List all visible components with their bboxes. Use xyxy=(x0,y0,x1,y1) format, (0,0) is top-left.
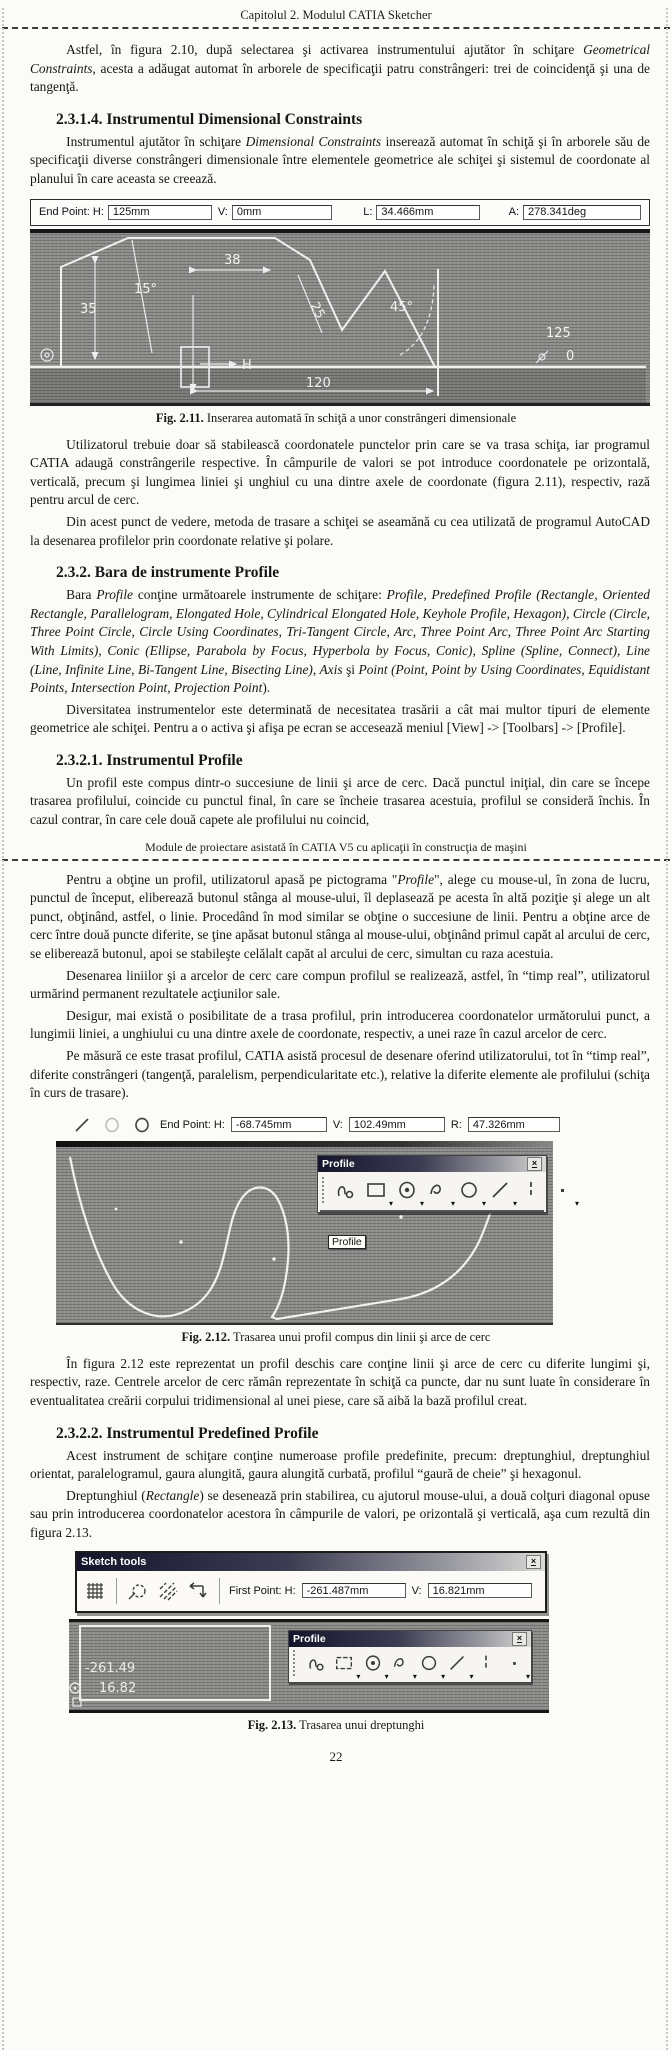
section-title-2321: 2.3.2.1. Instrumentul Profile xyxy=(56,751,243,769)
chevron-down-icon[interactable]: ▾ xyxy=(512,1198,517,1208)
paragraph-constraints-realtime: Pe măsură ce este trasat profilul, CATIA asistă procesul de desenare oferind utilizatorului, tot în “timp real”, diferite constrângeri (tangenţă, paralelism, perpendicularitate etc.), relative la diferite elemente ale profilului (schiţa în curs de trasare). xyxy=(30,1048,650,1101)
paragraph-obtain-profile: Pentru a obţine un profil, utilizatorul apasă pe pictograma "Profile", alege cu mouse-ul, în zona de lucru, punctul de început, eliberează butonul stânga al mouse-ului, îl deplasează pe acesta în altă poziţie şi alege un alt punct, obţinând, astfel, o linie. Procedând în mod similar se obţine o succesiune de linii. Pentru a obţine arce de cerc între două puncte diferite, se ţine apăsat butonul stânga al mouse-ului, obţinând primul capăt al arcului de cerc, se eliberează butonul, apoi se stabileşte celălalt capăt al arcului de cerc, simultan cu raza acestuia. xyxy=(30,871,650,962)
figure-2-13-caption xyxy=(0,1718,672,1733)
toolbar-grip[interactable] xyxy=(322,1177,324,1203)
profile-toolbar-titlebar[interactable] xyxy=(318,1156,546,1172)
construction-standard-element-icon[interactable] xyxy=(156,1579,180,1603)
paragraph-autocad: Din acest punct de vedere, metoda de trasare a schiţei se aseamănă cu cea utilizată de programul AutoCAD la desenarea profilelor prin coordonate relative şi polare. xyxy=(30,513,650,548)
v-coordinate-field[interactable]: 102.49mm xyxy=(349,1117,445,1132)
circle-icon[interactable] xyxy=(395,1178,424,1208)
h-coordinate-field[interactable]: 125mm xyxy=(108,205,212,220)
paragraph-diversity: Diversitatea instrumentelor este determinată de necesitatea trasării a cât mai multor tipuri de elemente geometrice ale schiţei. Pentru a o activa şi afişa pe ecran se accesează meniul [View] -> [Toolbars] -> [Profile]. xyxy=(30,701,650,736)
coordinate-label-x: -261.49 xyxy=(85,1660,136,1676)
ellipse-icon[interactable] xyxy=(418,1651,446,1681)
arc-center-point xyxy=(179,1240,182,1243)
paragraph-profile-tool: Un profil este compus dintr-o succesiune de linii şi arce de cerc. Dacă punctul iniţial, din care se începe trasarea profilului, coincide cu punctul final, în care se încheie trasarea acestuia, profilul se consideră închis. În cazul contrar, în care cele două capete ale profilului nu coincid, xyxy=(30,774,650,828)
sketch-viewport xyxy=(56,1147,579,1325)
caption-text: Inserarea automată în schiţă a unor constrângeri dimensionale xyxy=(203,410,517,425)
dimension-label-15deg: 15° xyxy=(134,281,158,297)
section-title-2314: 2.3.1.4. Instrumentul Dimensional Constraints xyxy=(56,110,363,128)
caption-text: Trasarea unui dreptunghi xyxy=(296,1717,425,1732)
paragraph-coordinates: Utilizatorul trebuie doar să stabilească coordonatele punctelor prin care se va trasa schiţa, iar programul CATIA adaugă constrângerile respective. În câmpurile de valori se pot introduce coordonatele pe orizontală, verticală, precum şi lungimea liniei şi unghiul cu una dintre axele de coordonate (figura 2.11), respectiv, rază pentru arcul de cerc. xyxy=(30,436,650,508)
arc-center-point xyxy=(115,1207,118,1210)
h-coordinate-field[interactable]: -68.745mm xyxy=(231,1117,327,1132)
running-header-middle xyxy=(0,840,672,855)
caption-text: Trasarea unui profil compus din linii şi arce de cerc xyxy=(230,1329,491,1344)
profile-icon[interactable] xyxy=(305,1651,327,1675)
dimension-label-35: 35 xyxy=(80,301,97,317)
dimension-label-38: 38 xyxy=(224,252,241,268)
chevron-down-icon[interactable]: ▾ xyxy=(419,1198,424,1208)
v-coordinate-field[interactable]: 16.821mm xyxy=(428,1583,532,1598)
profile-toolbar-titlebar[interactable] xyxy=(289,1631,531,1647)
endpoint-h-label: End Point: H: xyxy=(39,206,104,219)
chevron-down-icon[interactable]: ▾ xyxy=(441,1671,446,1681)
sketch-profile-outline xyxy=(61,238,435,367)
a-label: A: xyxy=(508,206,520,219)
chevron-down-icon[interactable]: ▾ xyxy=(412,1671,417,1681)
sketch-viewport xyxy=(30,229,650,406)
paragraph-rectangle: Dreptunghiul (Rectangle) se desenează prin stabilirea, cu ajutorul mouse-ului, a două colţuri diagonal opuse sau prin introducerea coordonatelor acestora în câmpurile de valori, pe orizontală şi verticală, aşa cum rezultă din figura 2.13. xyxy=(30,1487,650,1540)
close-icon[interactable]: × xyxy=(526,1555,541,1569)
axis-icon[interactable] xyxy=(474,1651,496,1675)
paragraph-open-profile: În figura 2.12 este reprezentat un profil deschis care conţine linii şi arce de cerc cu diferite lungimi şi, respectiv, raze. Centrele arcelor de cerc rămân reprezentate în schiţă ca puncte, dar nu sunt luate în considerare în eventualitatea creării corpului tridimensional al unei piese, care să aibă la bază profilul creat. xyxy=(30,1355,650,1408)
toolbar-separator xyxy=(116,1578,117,1604)
window-title: Sketch tools xyxy=(81,1555,147,1568)
grid-icon[interactable] xyxy=(83,1579,107,1603)
sketch-tools-row xyxy=(77,1571,545,1611)
sketch-tools-titlebar[interactable] xyxy=(77,1553,545,1571)
toolbar-separator xyxy=(219,1578,220,1604)
section-title-232: 2.3.2. Bara de instrumente Profile xyxy=(56,564,280,582)
arc-center-point xyxy=(272,1257,275,1260)
paragraph-intro: Astfel, în figura 2.10, după selectarea şi activarea instrumentului ajutător în schiţare Geometrical Constraints, acesta a adăugat automat în arborele de specificaţii patru constrângeri: trei de coincidenţă şi una de tangenţă. xyxy=(30,42,650,95)
v-label: V: xyxy=(217,206,228,219)
figure-2-11-caption xyxy=(0,411,672,426)
profile-toolbar-icons xyxy=(289,1647,531,1682)
h-coordinate-field[interactable]: -261.487mm xyxy=(302,1583,406,1598)
running-header xyxy=(0,8,672,23)
close-icon[interactable]: × xyxy=(527,1157,542,1171)
dimension-label-25: 25 xyxy=(306,299,328,322)
paragraph-profile-toolbar: Bara Profile conţine următoarele instrumente de schiţare: Profile, Predefined Profile (Rectangle, Oriented Rectangle, Parallelogram, Elongated Hole, Cylindrical Elongated Hole, Keyhole Profile, Hexagon), Circle (Circle, Three Point Circle, Circle Using Coordinates, Tri-Tangent Circle, Arc, Three Point Arc, Three Point Arc Starting With Limits), Conic (Ellipse, Parabola by Focus, Hyperbola by Focus, Conic), Spline (Spline, Connect), Line (Line, Infinite Line, Bi-Tangent Line, Bisecting Line), Axis şi Point (Point, Point by Using Coordinates, Equidistant Points, Intersection Point, Projection Point). xyxy=(30,587,650,696)
section-title-2322: 2.3.2.2. Instrumentul Predefined Profile xyxy=(56,1424,319,1442)
chevron-down-icon[interactable]: ▾ xyxy=(388,1198,393,1208)
arc-light-icon[interactable] xyxy=(100,1113,124,1137)
chevron-down-icon[interactable]: ▾ xyxy=(525,1671,530,1681)
chevron-down-icon[interactable]: ▾ xyxy=(481,1198,486,1208)
profile-toolbar-icons xyxy=(318,1172,579,1210)
dimension-label-45deg: 45° xyxy=(390,299,414,315)
profile-toolbar-window xyxy=(288,1630,532,1683)
status-toolbar xyxy=(70,1113,672,1137)
profile-icon[interactable] xyxy=(333,1178,357,1202)
paragraph-dimensional: Instrumentul ajutător în schiţare Dimensional Constraints inserează automat în schiţă şi în arborele său de specificaţii diverse constrângeri dimensionale între elementele geometrice ale schiţei şi sistemul de coordonate al planului în care aceasta se creează. xyxy=(30,133,650,186)
v-label: V: xyxy=(411,1584,422,1597)
snap-to-point-icon[interactable] xyxy=(126,1579,150,1603)
rectangle-icon[interactable] xyxy=(364,1178,393,1208)
paragraph-realtime: Desenarea liniilor şi a arcelor de cerc care compun profilul se realizează, astfel, în “timp real”, utilizatorul urmărind permanent rezultatele acţiunilor sale. xyxy=(30,967,650,1002)
sketch-viewport xyxy=(69,1619,549,1713)
arc-icon[interactable] xyxy=(130,1113,154,1137)
profile-tooltip: Profile xyxy=(328,1235,366,1249)
toolbar-bottom-rule xyxy=(320,1210,544,1212)
sketch-tools-window xyxy=(75,1551,547,1613)
length-field[interactable]: 34.466mm xyxy=(376,205,480,220)
book-title: Module de proiectare asistată în CATIA V5 cu aplicaţii în construcţia de maşini xyxy=(145,839,527,854)
coordinate-label-y: 16.82 xyxy=(99,1680,137,1696)
r-label: R: xyxy=(450,1118,462,1131)
toolbar-title: Profile xyxy=(322,1157,355,1170)
sketch-drawing xyxy=(30,233,646,403)
caption-number: Fig. 2.12. xyxy=(181,1329,231,1344)
chevron-down-icon[interactable]: ▾ xyxy=(384,1671,389,1681)
chevron-down-icon[interactable]: ▾ xyxy=(469,1671,474,1681)
figure-2-13 xyxy=(0,1551,672,1733)
axis-icon[interactable] xyxy=(519,1178,543,1202)
dimension-label-120: 120 xyxy=(306,375,331,391)
chevron-down-icon[interactable]: ▾ xyxy=(574,1198,579,1208)
l-field-group xyxy=(363,205,502,220)
coordinates-toolbar xyxy=(30,199,650,226)
point-icon[interactable] xyxy=(503,1651,530,1681)
chevron-down-icon[interactable]: ▾ xyxy=(450,1198,455,1208)
document-page xyxy=(0,8,672,2050)
h-axis-label: H xyxy=(242,357,252,373)
figure-2-11 xyxy=(0,199,672,426)
figure-2-12-caption xyxy=(0,1330,672,1345)
caption-number: Fig. 2.13. xyxy=(247,1717,297,1732)
angle-field[interactable]: 278.341deg xyxy=(523,205,641,220)
middle-divider xyxy=(2,859,670,861)
line-icon[interactable] xyxy=(70,1113,94,1137)
spline-icon[interactable] xyxy=(390,1651,417,1681)
profile-toolbar-window xyxy=(317,1155,579,1213)
chevron-down-icon[interactable]: ▾ xyxy=(356,1671,361,1681)
toolbar-title: Profile xyxy=(293,1632,326,1645)
arc-center-point xyxy=(399,1215,402,1218)
line-icon[interactable] xyxy=(488,1178,517,1208)
l-label: L: xyxy=(363,206,373,219)
v-field-group xyxy=(218,205,357,220)
figure-2-12 xyxy=(0,1113,672,1345)
endpoint-h-label: End Point: H: xyxy=(160,1118,225,1131)
geometrical-constraints-icon[interactable] xyxy=(186,1579,210,1603)
close-icon[interactable]: × xyxy=(512,1632,527,1646)
page-number: 22 xyxy=(329,1748,343,1764)
toolbar-grip[interactable] xyxy=(293,1650,297,1676)
v-coordinate-field[interactable]: 0mm xyxy=(232,205,332,220)
dimension-label-125: 125 xyxy=(546,325,571,341)
caption-number: Fig. 2.11. xyxy=(155,410,204,425)
spline-icon[interactable] xyxy=(426,1178,455,1208)
header-divider xyxy=(2,27,670,29)
chapter-title: Capitolul 2. Modulul CATIA Sketcher xyxy=(240,8,432,22)
paragraph-possibility: Desigur, mai există o posibilitate de a trasa profilul, prin introducerea coordonatelor următorului punct, a lungimii liniei, a unghiului cu una dintre axele de coordonate, respectiv, a unei raze în cazul arcelor de cerc. xyxy=(30,1007,650,1042)
rectangle-icon[interactable] xyxy=(333,1651,361,1681)
dimension-label-0: 0 xyxy=(566,348,575,364)
first-point-label: First Point: H: xyxy=(229,1584,296,1597)
point-icon[interactable] xyxy=(550,1178,579,1208)
a-field-group xyxy=(509,205,641,220)
paragraph-predefined: Acest instrument de schiţare conţine numeroase profile predefinite, precum: dreptunghiul, dreptunghiul orientat, paralelogramul, gaura alungită, gaura alungită curbată, profilul “gaură de cheie” şi hexagonul. xyxy=(30,1447,650,1482)
radius-field[interactable]: 47.326mm xyxy=(468,1117,560,1132)
line-icon[interactable] xyxy=(446,1651,474,1681)
v-label: V: xyxy=(332,1118,343,1131)
ellipse-icon[interactable] xyxy=(457,1178,486,1208)
circle-icon[interactable] xyxy=(361,1651,389,1681)
h-field-group xyxy=(39,205,212,220)
